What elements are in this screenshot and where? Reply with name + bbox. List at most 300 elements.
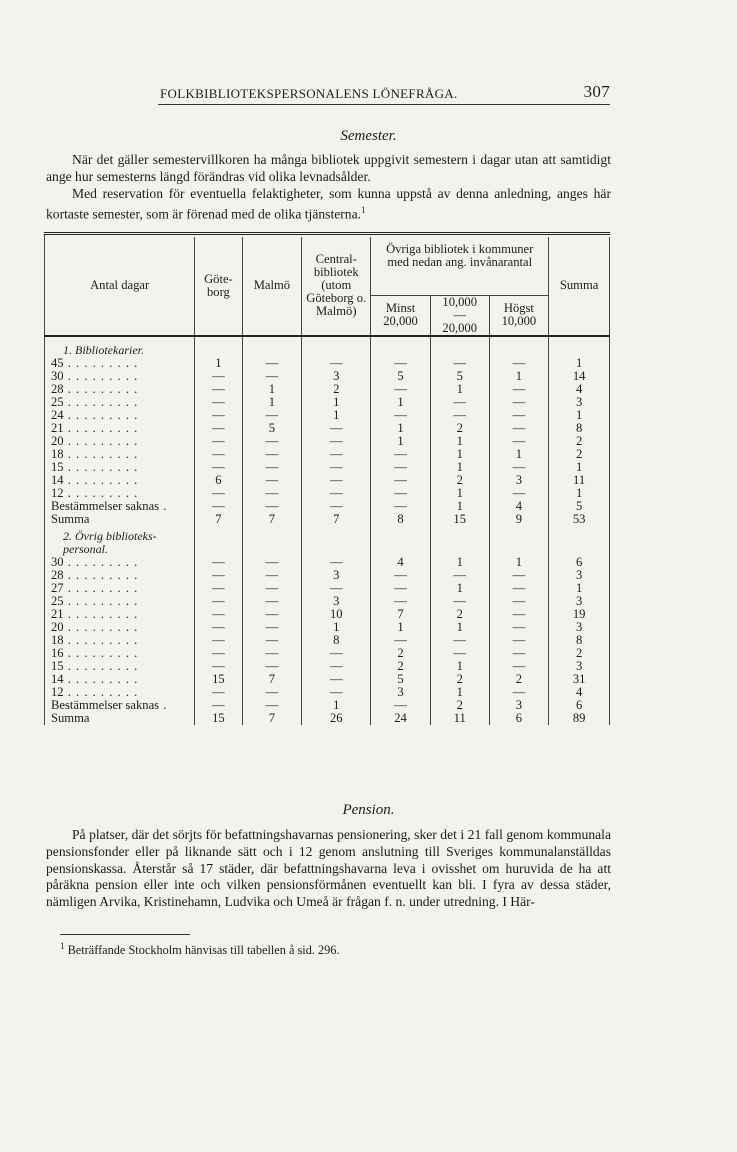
leader-dots: . . . . . . . . . <box>63 672 139 686</box>
cell-minst: — <box>371 595 431 608</box>
cell-summa: 3 <box>549 569 610 582</box>
cell-hogst: — <box>489 686 549 699</box>
cell-mellan: 1 <box>430 660 489 673</box>
cell-hogst: — <box>489 409 549 422</box>
cell-central: — <box>302 474 371 487</box>
footnote-marker: 1 <box>60 941 65 951</box>
cell-minst: 7 <box>371 608 431 621</box>
cell-hogst: — <box>489 435 549 448</box>
cell-goteborg: 7 <box>195 513 242 526</box>
row-label <box>45 556 195 569</box>
cell-minst: 5 <box>371 370 431 383</box>
cell-malmo: — <box>242 435 302 448</box>
cell-goteborg: — <box>195 634 242 647</box>
table-row <box>45 409 610 422</box>
semester-text <box>46 152 611 224</box>
row-label <box>45 461 195 474</box>
cell-central: 1 <box>302 409 371 422</box>
running-title: FOLKBIBLIOTEKSPERSONALENS LÖNEFRÅGA. <box>160 86 458 101</box>
cell-hogst: — <box>489 595 549 608</box>
row-label-text: 20 <box>51 434 64 448</box>
leader-dots: . . . . . . . . . <box>63 434 139 448</box>
cell-mellan: 2 <box>430 422 489 435</box>
cell-hogst: — <box>489 582 549 595</box>
pension-text <box>46 827 611 911</box>
cell-summa: 1 <box>549 357 610 370</box>
row-label-text: 28 <box>51 568 64 582</box>
cell-malmo: 1 <box>242 396 302 409</box>
row-label-text: 14 <box>51 672 64 686</box>
row-label <box>45 435 195 448</box>
cell-minst: 5 <box>371 673 431 686</box>
cell-minst: — <box>371 569 431 582</box>
cell-minst: — <box>371 448 431 461</box>
cell-hogst: — <box>489 357 549 370</box>
cell-goteborg: — <box>195 582 242 595</box>
cell-central: 1 <box>302 699 371 712</box>
cell-hogst: 9 <box>489 513 549 526</box>
cell-hogst: — <box>489 487 549 500</box>
cell-mellan: 1 <box>430 461 489 474</box>
cell-mellan: — <box>430 634 489 647</box>
row-label-text: 15 <box>51 460 64 474</box>
table-row <box>45 582 610 595</box>
cell-goteborg: 6 <box>195 474 242 487</box>
cell-malmo: — <box>242 647 302 660</box>
row-label-text: 14 <box>51 473 64 487</box>
row-label <box>45 595 195 608</box>
row-label-text: Bestämmelser saknas <box>51 499 160 513</box>
cell-goteborg: — <box>195 647 242 660</box>
cell-central: — <box>302 647 371 660</box>
cell-mellan: 1 <box>430 383 489 396</box>
group-title: 1. Bibliotekarier. <box>45 337 195 357</box>
leader-dots: . . . . . . . . . <box>63 382 139 396</box>
cell-mellan: 1 <box>430 500 489 513</box>
row-label: Summa <box>45 513 195 526</box>
cell-mellan: — <box>430 409 489 422</box>
cell-minst: — <box>371 357 431 370</box>
leader-dots: . <box>159 499 168 513</box>
row-label <box>45 500 195 513</box>
leader-dots: . . . . . . . . . <box>63 356 139 370</box>
row-label <box>45 673 195 686</box>
cell-minst: — <box>371 699 431 712</box>
row-label-text: Bestämmelser saknas <box>51 698 160 712</box>
cell-malmo: — <box>242 621 302 634</box>
blank-cell <box>195 337 242 357</box>
row-label-text: 16 <box>51 646 64 660</box>
leader-dots: . . . . . . . . . <box>63 607 139 621</box>
cell-summa: 53 <box>549 513 610 526</box>
cell-summa: 3 <box>549 621 610 634</box>
cell-mellan: 15 <box>430 513 489 526</box>
cell-hogst: 3 <box>489 699 549 712</box>
leader-dots: . . . . . . . . . <box>63 633 139 647</box>
cell-malmo: — <box>242 634 302 647</box>
cell-summa: 2 <box>549 448 610 461</box>
row-label-text: 25 <box>51 594 64 608</box>
leader-dots: . . . . . . . . . <box>63 460 139 474</box>
row-label-text: 21 <box>51 607 64 621</box>
row-label <box>45 569 195 582</box>
table-row <box>45 621 610 634</box>
blank-cell <box>489 337 549 357</box>
blank-cell <box>242 337 302 357</box>
header-10000-20000: 10,000— 20,000 <box>430 295 489 336</box>
cell-minst: — <box>371 634 431 647</box>
blank-cell <box>489 526 549 556</box>
cell-goteborg: — <box>195 595 242 608</box>
cell-malmo: 7 <box>242 712 302 725</box>
cell-central: — <box>302 660 371 673</box>
header-centralbibliotek: Central- bibliotek (utom Göteborg o. Malmö) <box>302 237 371 336</box>
cell-hogst: 2 <box>489 673 549 686</box>
header-ovriga-bibliotek: Övriga bibliotek i kommuner med nedan ang. invånarantal <box>371 237 549 295</box>
cell-malmo: — <box>242 582 302 595</box>
cell-goteborg: — <box>195 556 242 569</box>
cell-minst: 1 <box>371 396 431 409</box>
cell-central: 1 <box>302 621 371 634</box>
row-label <box>45 686 195 699</box>
cell-central: 2 <box>302 383 371 396</box>
cell-mellan: 11 <box>430 712 489 725</box>
row-label-text: 20 <box>51 620 64 634</box>
cell-central: 7 <box>302 513 371 526</box>
leader-dots: . . . . . . . . . <box>63 620 139 634</box>
cell-central: — <box>302 461 371 474</box>
cell-minst: — <box>371 461 431 474</box>
cell-central: — <box>302 673 371 686</box>
leader-dots: . . . . . . . . . <box>63 408 139 422</box>
cell-malmo: — <box>242 500 302 513</box>
cell-central: — <box>302 500 371 513</box>
cell-mellan: 1 <box>430 686 489 699</box>
cell-summa: 2 <box>549 647 610 660</box>
header-antal-dagar: Antal dagar <box>45 237 195 336</box>
cell-minst: 1 <box>371 435 431 448</box>
row-label <box>45 487 195 500</box>
table-row <box>45 556 610 569</box>
cell-mellan: — <box>430 595 489 608</box>
row-label-text: 30 <box>51 369 64 383</box>
table-row <box>45 396 610 409</box>
leader-dots: . . . . . . . . . <box>63 486 139 500</box>
header-minst-20000: Minst 20,000 <box>371 295 431 336</box>
table-row <box>45 448 610 461</box>
cell-hogst: — <box>489 608 549 621</box>
cell-summa: 1 <box>549 461 610 474</box>
blank-cell <box>549 337 610 357</box>
cell-mellan: 1 <box>430 448 489 461</box>
leader-dots: . . . . . . . . . <box>63 581 139 595</box>
table-row <box>45 686 610 699</box>
row-label-text: 12 <box>51 685 64 699</box>
cell-malmo: 7 <box>242 673 302 686</box>
cell-minst: — <box>371 409 431 422</box>
cell-summa: 1 <box>549 409 610 422</box>
cell-summa: 4 <box>549 383 610 396</box>
cell-minst: — <box>371 487 431 500</box>
cell-minst: — <box>371 383 431 396</box>
cell-mellan: 1 <box>430 621 489 634</box>
cell-summa: 2 <box>549 435 610 448</box>
cell-minst: 24 <box>371 712 431 725</box>
header-rule <box>158 104 610 105</box>
row-label <box>45 608 195 621</box>
cell-malmo: — <box>242 660 302 673</box>
leader-dots: . . . . . . . . . <box>63 421 139 435</box>
table-row <box>45 357 610 370</box>
cell-summa: 14 <box>549 370 610 383</box>
table-row <box>45 569 610 582</box>
header-hogst-10000: Högst 10,000 <box>489 295 549 336</box>
table-row <box>45 383 610 396</box>
leader-dots: . . . . . . . . . <box>63 594 139 608</box>
cell-summa: 19 <box>549 608 610 621</box>
cell-mellan: — <box>430 569 489 582</box>
cell-mellan: — <box>430 357 489 370</box>
row-label-text: 25 <box>51 395 64 409</box>
cell-central: — <box>302 448 371 461</box>
group-title: 2. Övrig biblioteks- personal. <box>45 526 195 556</box>
table-row <box>45 435 610 448</box>
table-row <box>45 699 610 712</box>
table-row <box>45 647 610 660</box>
cell-mellan: — <box>430 647 489 660</box>
cell-central: — <box>302 487 371 500</box>
group2-title-row <box>45 526 610 556</box>
cell-hogst: — <box>489 461 549 474</box>
cell-goteborg: — <box>195 435 242 448</box>
cell-minst: — <box>371 474 431 487</box>
table-row <box>45 474 610 487</box>
semester-paragraph-2-text: Med reservation för eventuella felaktigheter, som kunna uppstå av denna anledning, anges här kortaste semester, som är förenad med de olika tjänsterna. <box>46 185 611 222</box>
table-row <box>45 634 610 647</box>
header-summa: Summa <box>549 237 610 336</box>
row-label <box>45 370 195 383</box>
row-label-text: 18 <box>51 447 64 461</box>
table-row <box>45 500 610 513</box>
leader-dots: . . . . . . . . . <box>63 685 139 699</box>
cell-summa: 1 <box>549 487 610 500</box>
cell-mellan: 1 <box>430 487 489 500</box>
pension-heading: Pension. <box>342 802 395 818</box>
leader-dots: . . . . . . . . . <box>63 369 139 383</box>
row-label-text: 21 <box>51 421 64 435</box>
cell-goteborg: — <box>195 686 242 699</box>
cell-minst: — <box>371 500 431 513</box>
cell-hogst: 1 <box>489 370 549 383</box>
semester-paragraph-1: När det gäller semestervillkoren ha många bibliotek uppgivit semestern i dagar utan att samtidigt ange hur semesterns längd förändras vid olika levnadsålder. <box>46 152 611 184</box>
table-row <box>45 370 610 383</box>
blank-cell <box>549 526 610 556</box>
cell-central: — <box>302 556 371 569</box>
cell-hogst: 3 <box>489 474 549 487</box>
cell-goteborg: — <box>195 500 242 513</box>
cell-central: — <box>302 422 371 435</box>
cell-summa: 3 <box>549 396 610 409</box>
cell-summa: 8 <box>549 634 610 647</box>
cell-malmo: — <box>242 409 302 422</box>
cell-malmo: — <box>242 487 302 500</box>
page-number: 307 <box>583 82 610 101</box>
cell-mellan: 5 <box>430 370 489 383</box>
cell-central: 1 <box>302 396 371 409</box>
cell-goteborg: — <box>195 621 242 634</box>
cell-summa: 3 <box>549 660 610 673</box>
cell-hogst: — <box>489 422 549 435</box>
blank-cell <box>430 526 489 556</box>
group1-summa-row <box>45 513 610 526</box>
header-goteborg: Göte- borg <box>195 237 242 336</box>
footnote-rule <box>60 934 190 935</box>
cell-malmo: — <box>242 595 302 608</box>
cell-mellan: 2 <box>430 474 489 487</box>
cell-malmo: — <box>242 474 302 487</box>
footnote-ref: 1 <box>361 205 366 216</box>
header-malmo: Malmö <box>242 237 302 336</box>
vacation-table <box>44 232 610 725</box>
semester-heading: Semester. <box>340 128 397 144</box>
cell-mellan: 1 <box>430 435 489 448</box>
cell-malmo: — <box>242 357 302 370</box>
blank-cell <box>430 337 489 357</box>
table-row <box>45 461 610 474</box>
blank-cell <box>302 526 371 556</box>
blank-cell <box>371 526 431 556</box>
cell-malmo: — <box>242 448 302 461</box>
row-label <box>45 634 195 647</box>
table-row <box>45 608 610 621</box>
cell-summa: 1 <box>549 582 610 595</box>
cell-malmo: 1 <box>242 383 302 396</box>
cell-central: — <box>302 686 371 699</box>
cell-hogst: — <box>489 569 549 582</box>
cell-central: — <box>302 582 371 595</box>
cell-hogst: — <box>489 634 549 647</box>
cell-hogst: — <box>489 660 549 673</box>
blank-cell <box>371 337 431 357</box>
cell-malmo: — <box>242 556 302 569</box>
cell-mellan: 1 <box>430 556 489 569</box>
cell-malmo: — <box>242 370 302 383</box>
cell-minst: — <box>371 582 431 595</box>
table-row <box>45 422 610 435</box>
pension-paragraph: På platser, där det sörjts för befattningshavarnas pensionering, sker det i 21 fall genom kommunala pensionsfonder eller på liknande sätt och i 12 genom anslutning till Sveriges kommunalanställdas pensionskassa. Återstår så 17 städer, där befattningshavarna leva i ovisshet om huruvida de ha att påräkna pension eller inte och vilken pensionsförmånen eventuellt kan bli. I fyra av dessa städer, nämligen Arvika, Kristinehamn, Ludvika och Umeå är frågan f. n. under utredning. I Här- <box>46 827 611 910</box>
cell-goteborg: — <box>195 396 242 409</box>
row-label <box>45 383 195 396</box>
cell-mellan: 2 <box>430 673 489 686</box>
cell-summa: 3 <box>549 595 610 608</box>
semester-paragraph-2 <box>46 186 611 224</box>
cell-central: 3 <box>302 595 371 608</box>
row-label <box>45 474 195 487</box>
group1-title-row <box>45 337 610 357</box>
cell-hogst: — <box>489 383 549 396</box>
cell-goteborg: — <box>195 409 242 422</box>
row-label <box>45 582 195 595</box>
leader-dots: . . . . . . . . . <box>63 659 139 673</box>
table-row <box>45 487 610 500</box>
cell-malmo: — <box>242 699 302 712</box>
row-label <box>45 357 195 370</box>
cell-minst: 3 <box>371 686 431 699</box>
cell-malmo: 7 <box>242 513 302 526</box>
cell-goteborg: 15 <box>195 712 242 725</box>
cell-goteborg: — <box>195 461 242 474</box>
leader-dots: . . . . . . . . . <box>63 646 139 660</box>
row-label-text: 30 <box>51 555 64 569</box>
cell-goteborg: — <box>195 422 242 435</box>
cell-central: 3 <box>302 370 371 383</box>
cell-mellan: — <box>430 396 489 409</box>
cell-goteborg: 1 <box>195 357 242 370</box>
footnote-text: Beträffande Stockholm hänvisas till tabellen å sid. 296. <box>67 943 340 958</box>
leader-dots: . <box>159 698 168 712</box>
cell-summa: 8 <box>549 422 610 435</box>
row-label <box>45 396 195 409</box>
cell-malmo: — <box>242 608 302 621</box>
leader-dots: . . . . . . . . . <box>63 568 139 582</box>
row-label: Summa <box>45 712 195 725</box>
row-label-text: 15 <box>51 659 64 673</box>
cell-summa: 11 <box>549 474 610 487</box>
cell-summa: 31 <box>549 673 610 686</box>
cell-hogst: — <box>489 647 549 660</box>
cell-summa: 89 <box>549 712 610 725</box>
cell-malmo: — <box>242 461 302 474</box>
leader-dots: . . . . . . . . . <box>63 473 139 487</box>
table-row <box>45 595 610 608</box>
cell-summa: 4 <box>549 686 610 699</box>
row-label <box>45 621 195 634</box>
cell-minst: 4 <box>371 556 431 569</box>
row-label <box>45 448 195 461</box>
table-row <box>45 673 610 686</box>
cell-summa: 6 <box>549 699 610 712</box>
row-label <box>45 409 195 422</box>
row-label-text: 27 <box>51 581 64 595</box>
cell-central: 3 <box>302 569 371 582</box>
cell-mellan: 2 <box>430 699 489 712</box>
group2-summa-row <box>45 712 610 725</box>
leader-dots: . . . . . . . . . <box>63 395 139 409</box>
cell-central: 10 <box>302 608 371 621</box>
row-label-text: 18 <box>51 633 64 647</box>
cell-hogst: 6 <box>489 712 549 725</box>
cell-goteborg: — <box>195 448 242 461</box>
row-label-text: 24 <box>51 408 64 422</box>
row-label <box>45 699 195 712</box>
cell-minst: 2 <box>371 647 431 660</box>
row-label-text: 28 <box>51 382 64 396</box>
cell-hogst: — <box>489 621 549 634</box>
row-label-text: 12 <box>51 486 64 500</box>
cell-mellan: 2 <box>430 608 489 621</box>
leader-dots: . . . . . . . . . <box>63 447 139 461</box>
cell-summa: 5 <box>549 500 610 513</box>
cell-malmo: 5 <box>242 422 302 435</box>
row-label <box>45 660 195 673</box>
blank-cell <box>242 526 302 556</box>
cell-central: 8 <box>302 634 371 647</box>
cell-central: 26 <box>302 712 371 725</box>
cell-hogst: 1 <box>489 448 549 461</box>
cell-minst: 8 <box>371 513 431 526</box>
table-body <box>45 337 610 725</box>
cell-goteborg: — <box>195 660 242 673</box>
